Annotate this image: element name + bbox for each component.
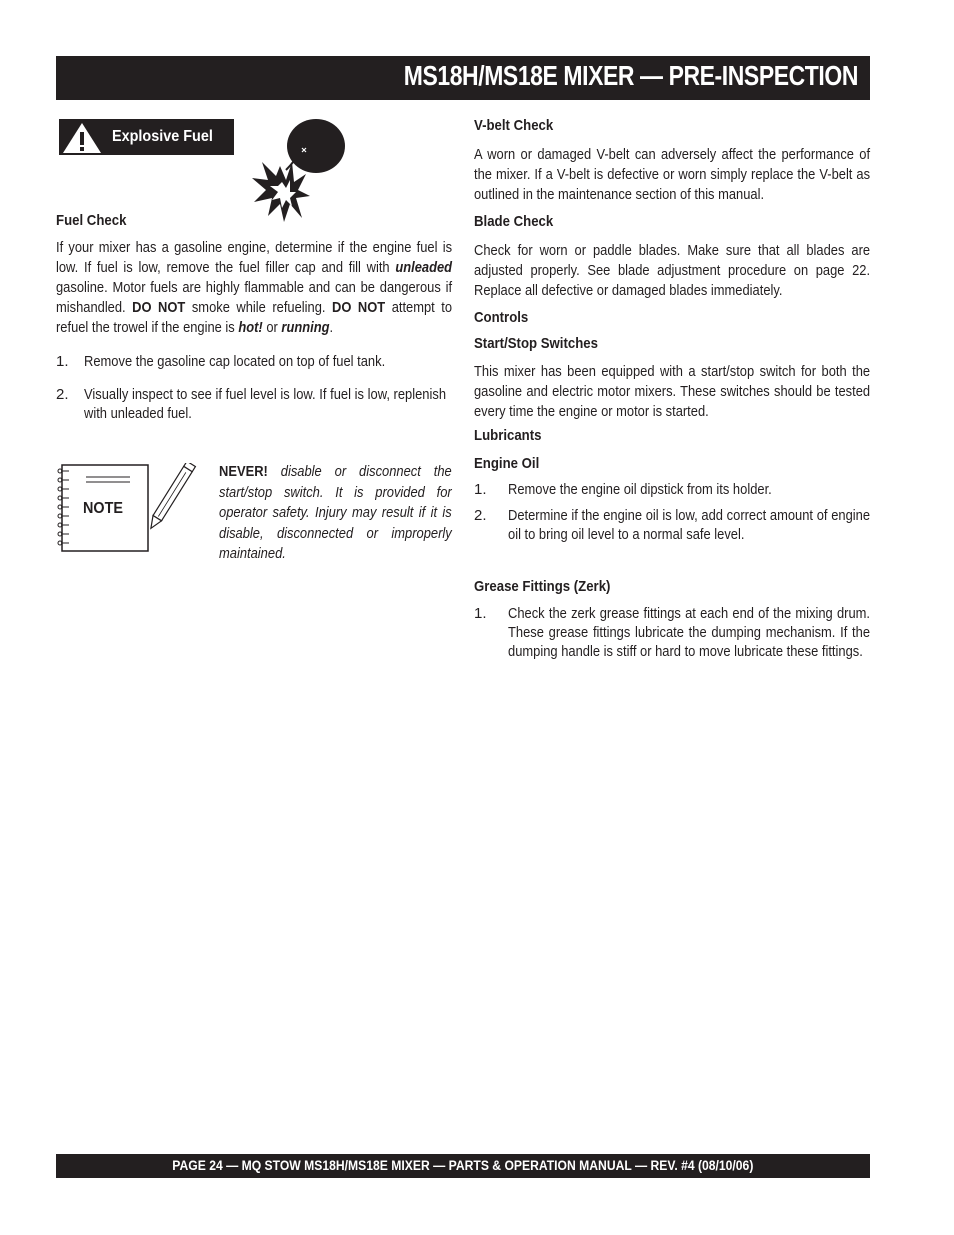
engine-oil-heading: Engine Oil xyxy=(474,455,540,472)
note-text: NEVER! disable or disconnect the start/stop switch. It is provided for operator safety. Injury may result if it is disable, disconnected or improperly maintained. xyxy=(219,463,452,562)
vbelt-paragraph: A worn or damaged V-belt can adversely affect the performance of the mixer. If a V-belt is defective or worn simply replace the V-belt as outlined in the maintenance section of this manual. xyxy=(474,146,871,203)
note-box xyxy=(56,463,206,560)
note-label: NOTE xyxy=(83,500,124,517)
notepad-icon xyxy=(56,463,206,555)
fuel-check-heading: Fuel Check xyxy=(56,212,127,229)
lubricants-heading: Lubricants xyxy=(474,427,542,444)
blade-paragraph: Check for worn or paddle blades. Make sure that all blades are adjusted properly. See blade adjustment procedure on page 22. Replace all defective or damaged blades immediately. xyxy=(474,242,871,299)
start-stop-heading: Start/Stop Switches xyxy=(474,335,598,352)
page-header xyxy=(56,56,870,100)
blade-heading: Blade Check xyxy=(474,213,554,230)
controls-paragraph: This mixer has been equipped with a start/stop switch for both the gasoline and electric motor mixers. These switches should be tested every time the engine or motor is started. xyxy=(474,363,871,420)
page-footer xyxy=(56,1154,870,1178)
page-title: MS18H/MS18E MIXER — PRE-INSPECTION xyxy=(403,60,858,91)
explosion-bomb-icon xyxy=(250,118,348,224)
vbelt-heading: V-belt Check xyxy=(474,117,554,134)
controls-heading: Controls xyxy=(474,309,529,326)
explosive-fuel-warning xyxy=(59,119,234,155)
fuel-check-paragraph: If your mixer has a gasoline engine, determine if the engine fuel is low. If fuel is low, remove the fuel filler cap and fill with unleaded gasoline. Motor fuels are highly flammable and can be dangerous if mishandled. DO NOT smoke while refueling. DO NOT attempt to refuel the trowel if the engine is hot! or running. xyxy=(56,239,453,336)
grease-heading: Grease Fittings (Zerk) xyxy=(474,578,611,595)
warning-label: Explosive Fuel xyxy=(112,128,213,145)
warning-triangle-icon xyxy=(61,121,103,155)
footer-text: PAGE 24 — MQ STOW MS18H/MS18E MIXER — PARTS & OPERATION MANUAL — REV. #4 (08/10/06) xyxy=(172,1158,754,1173)
